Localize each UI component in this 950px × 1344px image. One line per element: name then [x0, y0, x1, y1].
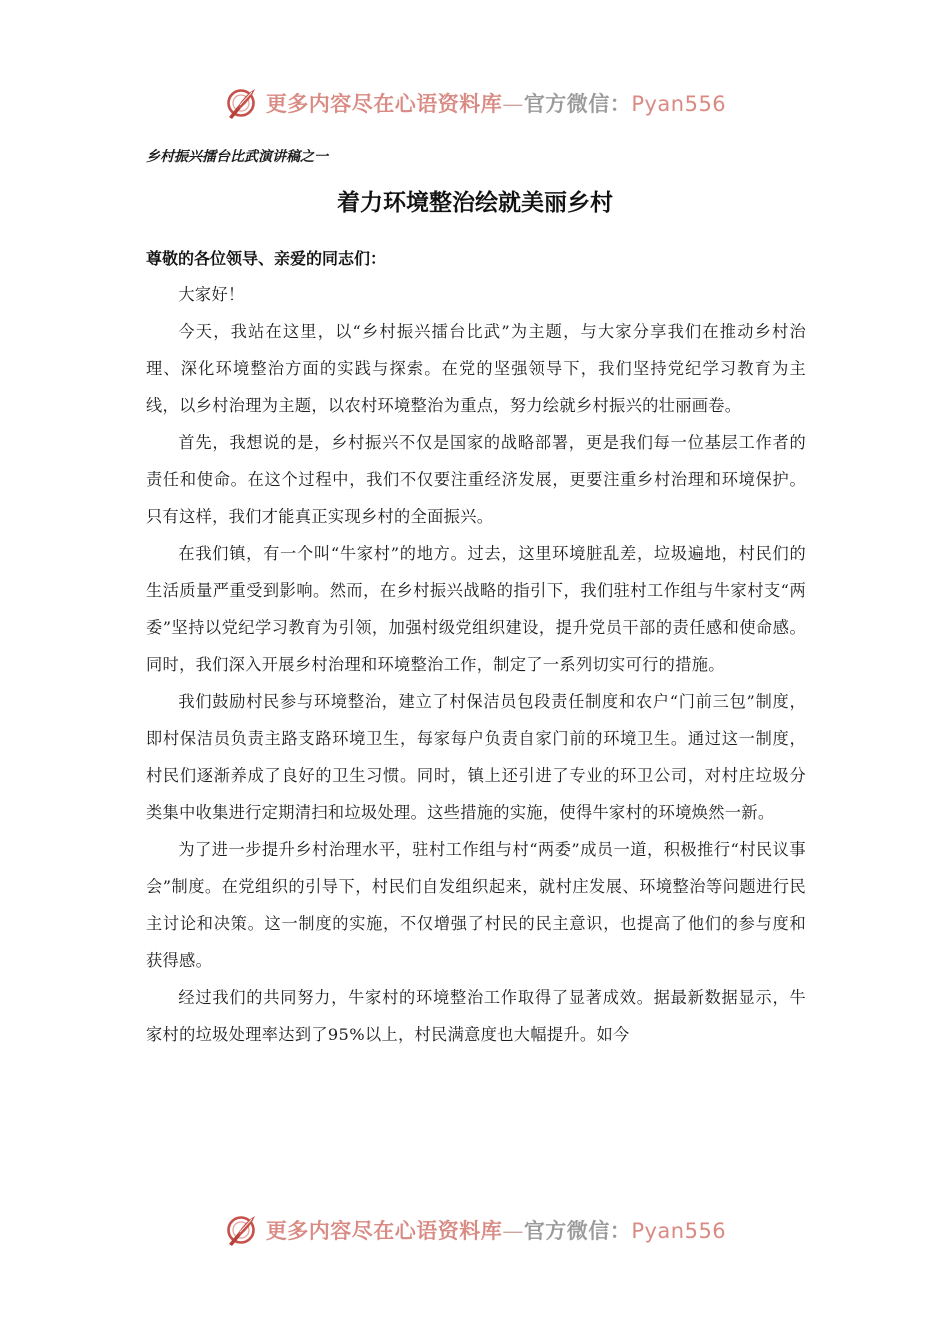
watermark-brand: 更多内容尽在心语资料库 [265, 91, 503, 116]
speech-body [146, 276, 806, 1053]
paragraph-3: 在我们镇，有一个叫“牛家村”的地方。过去，这里环境脏乱差，垃圾遍地，村民们的生活质量严重受到影响。然而，在乡村振兴战略的指引下，我们驻村工作组与牛家村支“两委”坚持以党纪学习教育为引领，加强村级党组织建设，提升党员干部的责任感和使命感。同时，我们深入开展乡村治理和环境整治工作，制定了一系列切实可行的措施。 [146, 544, 806, 674]
header-watermark [0, 81, 950, 125]
paragraph-6: 经过我们的共同努力，牛家村的环境整治工作取得了显著成效。据最新数据显示，牛家村的垃圾处理率达到了95%以上，村民满意度也大幅提升。如今 [146, 988, 806, 1044]
watermark-label: 官方微信： [523, 91, 632, 116]
quill-pen-logo-icon [224, 86, 258, 120]
page-title: 着力环境整治绘就美丽乡村 [337, 190, 613, 216]
paragraph-1: 今天，我站在这里，以“乡村振兴擂台比武”为主题，与大家分享我们在推动乡村治理、深化环境整治方面的实践与探索。在党的坚强领导下，我们坚持党纪学习教育为主线，以乡村治理为主题，以农村环境整治为重点，努力绘就乡村振兴的壮丽画卷。 [146, 322, 806, 415]
watermark-wechat-id: Pyan556 [631, 1219, 727, 1243]
watermark-wechat-id: Pyan556 [631, 92, 727, 116]
paragraph-5: 为了进一步提升乡村治理水平，驻村工作组与村“两委”成员一道，积极推行“村民议事会”制度。在党组织的引导下，村民们自发组织起来，就村庄发展、环境整治等问题进行民主讨论和决策。这一制度的实施，不仅增强了村民的民主意识，也提高了他们的参与度和获得感。 [146, 840, 806, 970]
watermark-text [266, 1215, 726, 1245]
watermark-brand: 更多内容尽在心语资料库 [265, 1218, 503, 1243]
watermark-label: 官方微信： [523, 1218, 632, 1243]
paragraph-greeting: 大家好！ [178, 285, 245, 304]
watermark-separator: — [502, 92, 524, 116]
paragraph-4: 我们鼓励村民参与环境整治，建立了村保洁员包段责任制度和农户“门前三包”制度，即村保洁员负责主路支路环境卫生，每家每户负责自家门前的环境卫生。通过这一制度，村民们逐渐养成了良好的卫生习惯。同时，镇上还引进了专业的环卫公司，对村庄垃圾分类集中收集进行定期清扫和垃圾处理。这些措施的实施，使得牛家村的环境焕然一新。 [146, 692, 806, 822]
watermark-separator: — [502, 1219, 524, 1243]
salutation: 尊敬的各位领导、亲爱的同志们： [146, 249, 387, 268]
watermark-text [266, 88, 726, 118]
paragraph-2: 首先，我想说的是，乡村振兴不仅是国家的战略部署，更是我们每一位基层工作者的责任和使命。在这个过程中，我们不仅要注重经济发展，更要注重乡村治理和环境保护。只有这样，我们才能真正实现乡村的全面振兴。 [146, 433, 806, 526]
footer-watermark [0, 1208, 950, 1252]
series-label: 乡村振兴擂台比武演讲稿之一 [146, 149, 328, 165]
quill-pen-logo-icon [224, 1213, 258, 1247]
